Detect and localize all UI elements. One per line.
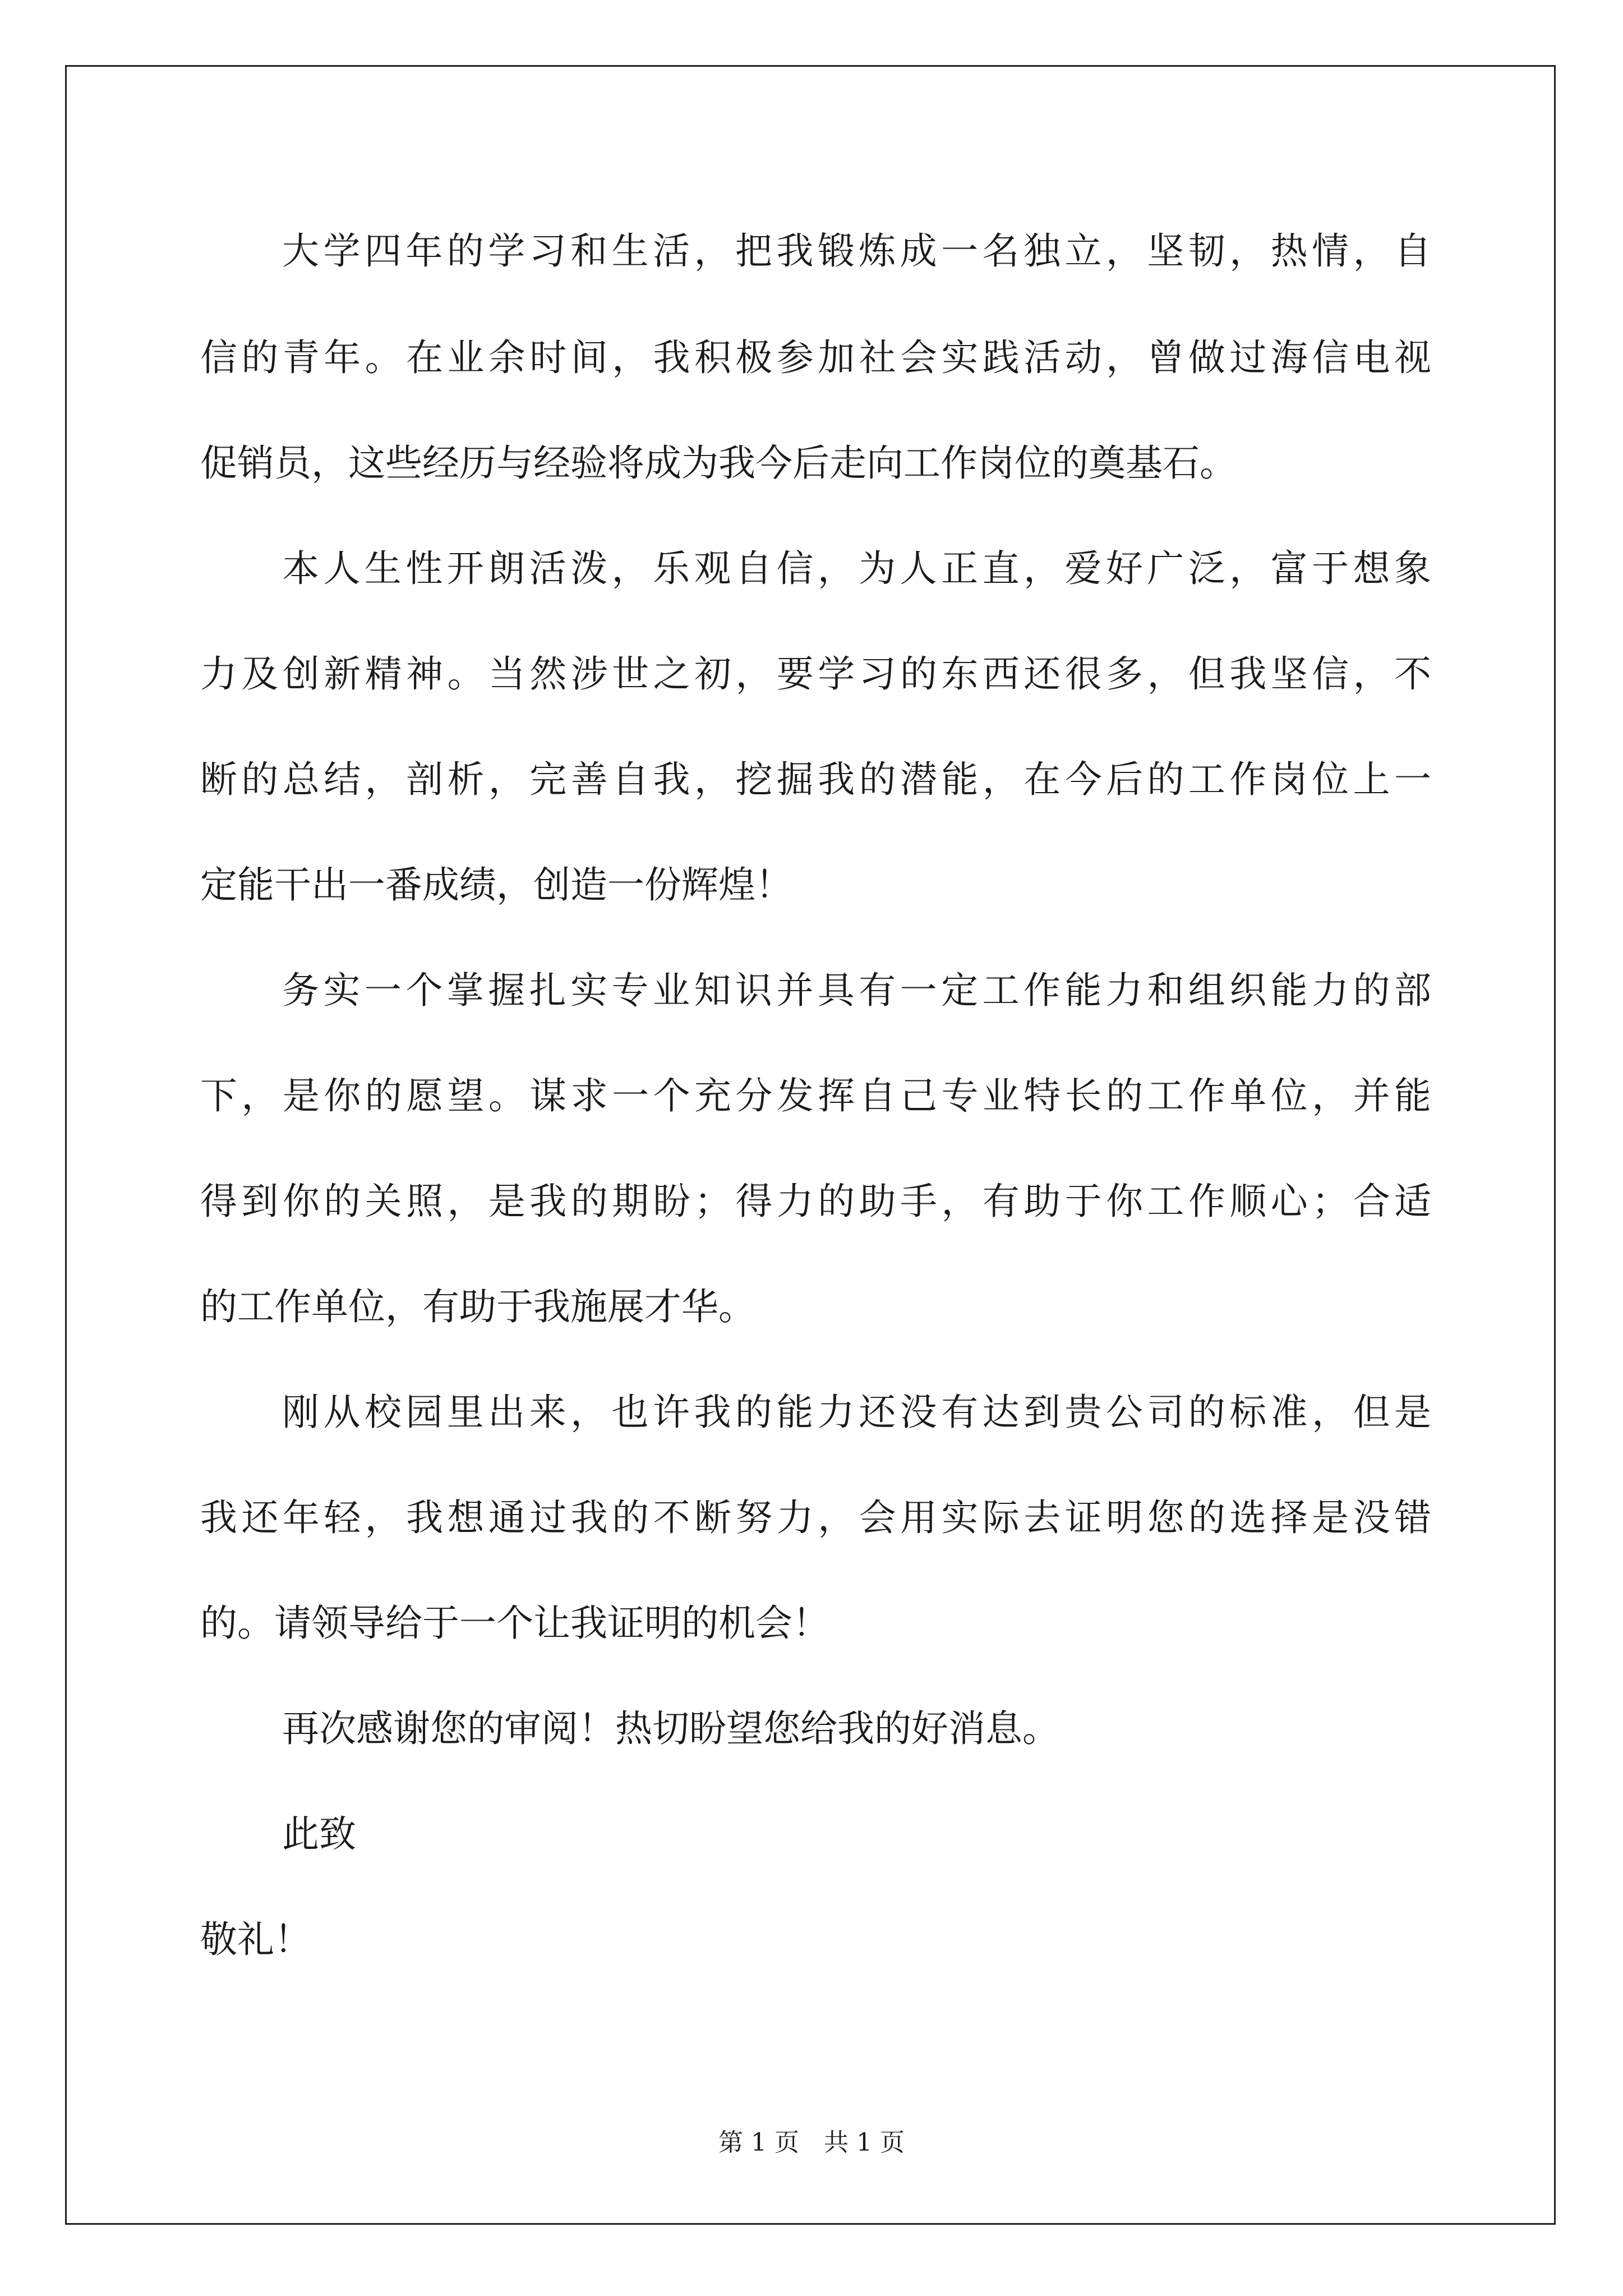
page-footer: 第 1 页 共 1 页	[718, 2128, 905, 2157]
paragraph-1-line-1: 大学四年的学习和生活，把我锻炼成一名独立，坚韧，热情，自	[282, 229, 1431, 273]
page-frame	[65, 65, 1556, 2225]
paragraph-3-line-2: 下，是你的愿望。谋求一个充分发挥自己专业特长的工作单位，并能	[200, 1074, 1431, 1117]
paragraph-4-line-2: 我还年轻，我想通过我的不断努力，会用实际去证明您的选择是没错	[200, 1496, 1431, 1539]
paragraph-2-line-2: 力及创新精神。当然涉世之初，要学习的东西还很多，但我坚信，不	[200, 652, 1431, 696]
paragraph-1-line-2: 信的青年。在业余时间，我积极参加社会实践活动，曾做过海信电视	[200, 336, 1431, 379]
paragraph-4-line-1: 刚从校园里出来，也许我的能力还没有达到贵公司的标准，但是	[282, 1391, 1431, 1434]
paragraph-3-line-3: 得到你的关照，是我的期盼；得力的助手，有助于你工作顺心；合适	[200, 1180, 1431, 1223]
paragraph-2-line-3: 断的总结，剖析，完善自我，挖掘我的潜能，在今后的工作岗位上一	[200, 758, 1431, 801]
paragraph-2-line-4: 定能干出一番成绩，创造一份辉煌！	[200, 863, 792, 907]
paragraph-1-line-3: 促销员，这些经历与经验将成为我今后走向工作岗位的奠基石。	[200, 441, 1237, 485]
paragraph-4-line-3: 的。请领导给于一个让我证明的机会！	[200, 1602, 829, 1645]
closing-thanks: 再次感谢您的审阅！热切盼望您给我的好消息。	[282, 1707, 1059, 1750]
closing-salutation: 此致	[282, 1812, 356, 1856]
paragraph-3-line-1: 务实一个掌握扎实专业知识并具有一定工作能力和组织能力的部	[282, 969, 1431, 1012]
closing-regards: 敬礼！	[200, 1918, 311, 1961]
paragraph-2-line-1: 本人生性开朗活泼，乐观自信，为人正直，爱好广泛，富于想象	[282, 547, 1431, 590]
paragraph-3-line-4: 的工作单位，有助于我施展才华。	[200, 1285, 755, 1328]
